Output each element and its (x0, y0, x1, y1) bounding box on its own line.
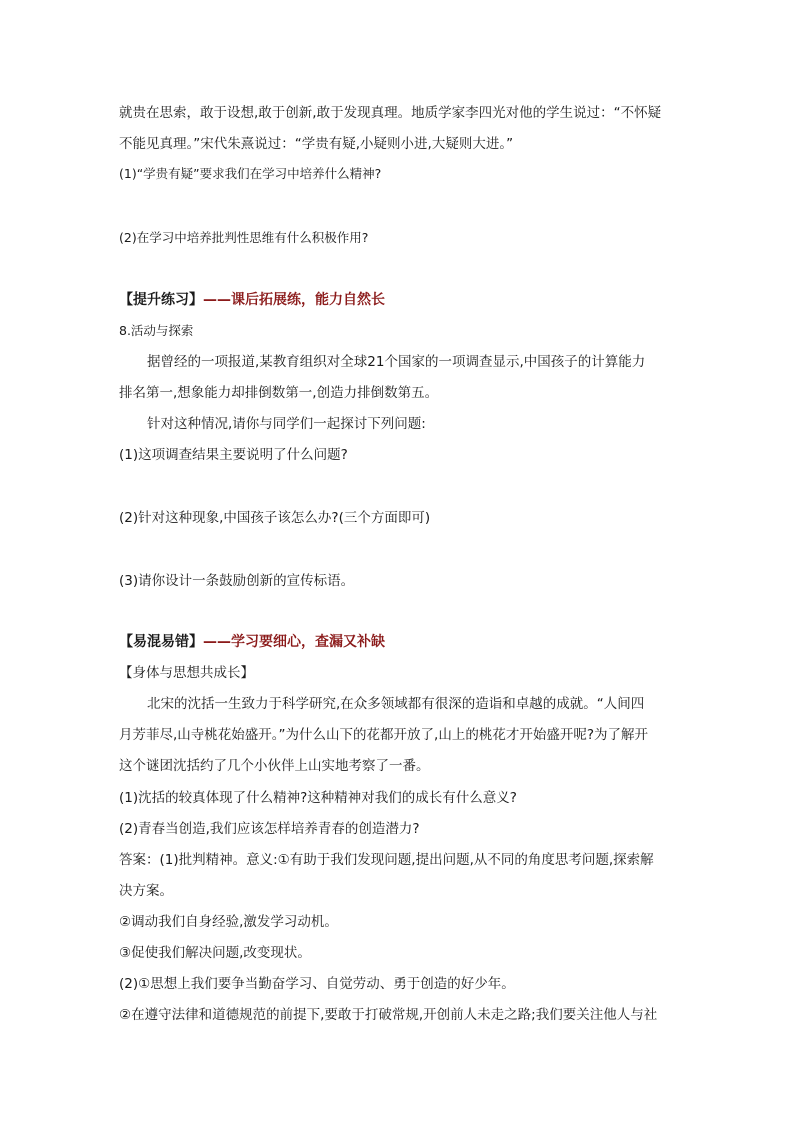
answer-line-3: ②调动我们自身经验,激发学习动机。 (119, 914, 338, 930)
story-question-1: (1)沈括的较真体现了什么精神?这种精神对我们的成长有什么意义? (119, 790, 517, 806)
section-label: 【提升练习】 (119, 292, 203, 308)
item-8-paragraph-3: 针对这种情况,请你与同学们一起探讨下列问题: (147, 416, 426, 432)
answer-line-1: 答案：(1)批判精神。意义:①有助于我们发现问题,提出问题,从不同的角度思考问题,探索解 (119, 852, 654, 868)
story-line-2: 月芳菲尽,山寺桃花始盛开。”为什么山下的花都开放了,山上的桃花才开始盛开呢?为了解开 (119, 727, 648, 743)
answer-line-5: (2)①思想上我们要争当勤奋学习、自觉劳动、勇于创造的好少年。 (119, 976, 515, 992)
item-8-question-1: (1)这项调查结果主要说明了什么问题? (119, 447, 348, 463)
section-label: 【易混易错】 (119, 634, 203, 650)
question-1: (1)“学贵有疑”要求我们在学习中培养什么精神? (119, 166, 382, 181)
item-8-question-3: (3)请你设计一条鼓励创新的宣传标语。 (119, 573, 355, 589)
answer-line-4: ③促使我们解决问题,改变现状。 (119, 945, 311, 961)
item-8-title: 8.活动与探索 (119, 323, 194, 338)
subsection-title: 【身体与思想共成长】 (119, 665, 254, 681)
story-line-1: 北宋的沈括一生致力于科学研究,在众多领域都有很深的造诣和卓越的成就。“人间四 (147, 696, 645, 712)
item-8-paragraph-1: 据曾经的一项报道,某教育组织对全球21个国家的一项调查显示,中国孩子的计算能力 (147, 354, 646, 370)
section-heading-confuse (119, 632, 689, 652)
question-2: (2)在学习中培养批判性思维有什么积极作用? (119, 230, 369, 245)
story-line-3: 这个谜团沈括约了几个小伙伴上山实地考察了一番。 (119, 758, 430, 774)
answer-line-6: ②在遵守法律和道德规范的前提下,要敢于打破常规,开创前人未走之路;我们要关注他人与社 (119, 1007, 658, 1023)
item-8-paragraph-2: 排名第一,想象能力却排倒数第一,创造力排倒数第五。 (119, 385, 439, 401)
intro-line-1: 就贵在思索，敢于设想,敢于创新,敢于发现真理。地质学家李四光对他的学生说过：“不怀疑 (119, 105, 662, 121)
answer-line-2: 决方案。 (119, 883, 173, 899)
section-tagline: ——课后拓展练，能力自然长 (203, 292, 385, 308)
intro-line-2: 不能见真理。”宋代朱熹说过：“学贵有疑,小疑则小进,大疑则大进。” (119, 136, 514, 152)
section-tagline: ——学习要细心，查漏又补缺 (203, 634, 385, 650)
story-question-2: (2)青春当创造,我们应该怎样培养青春的创造潜力? (119, 821, 420, 837)
item-8-question-2: (2)针对这种现象,中国孩子该怎么办?(三个方面即可) (119, 510, 431, 526)
section-heading-improve (119, 290, 689, 310)
